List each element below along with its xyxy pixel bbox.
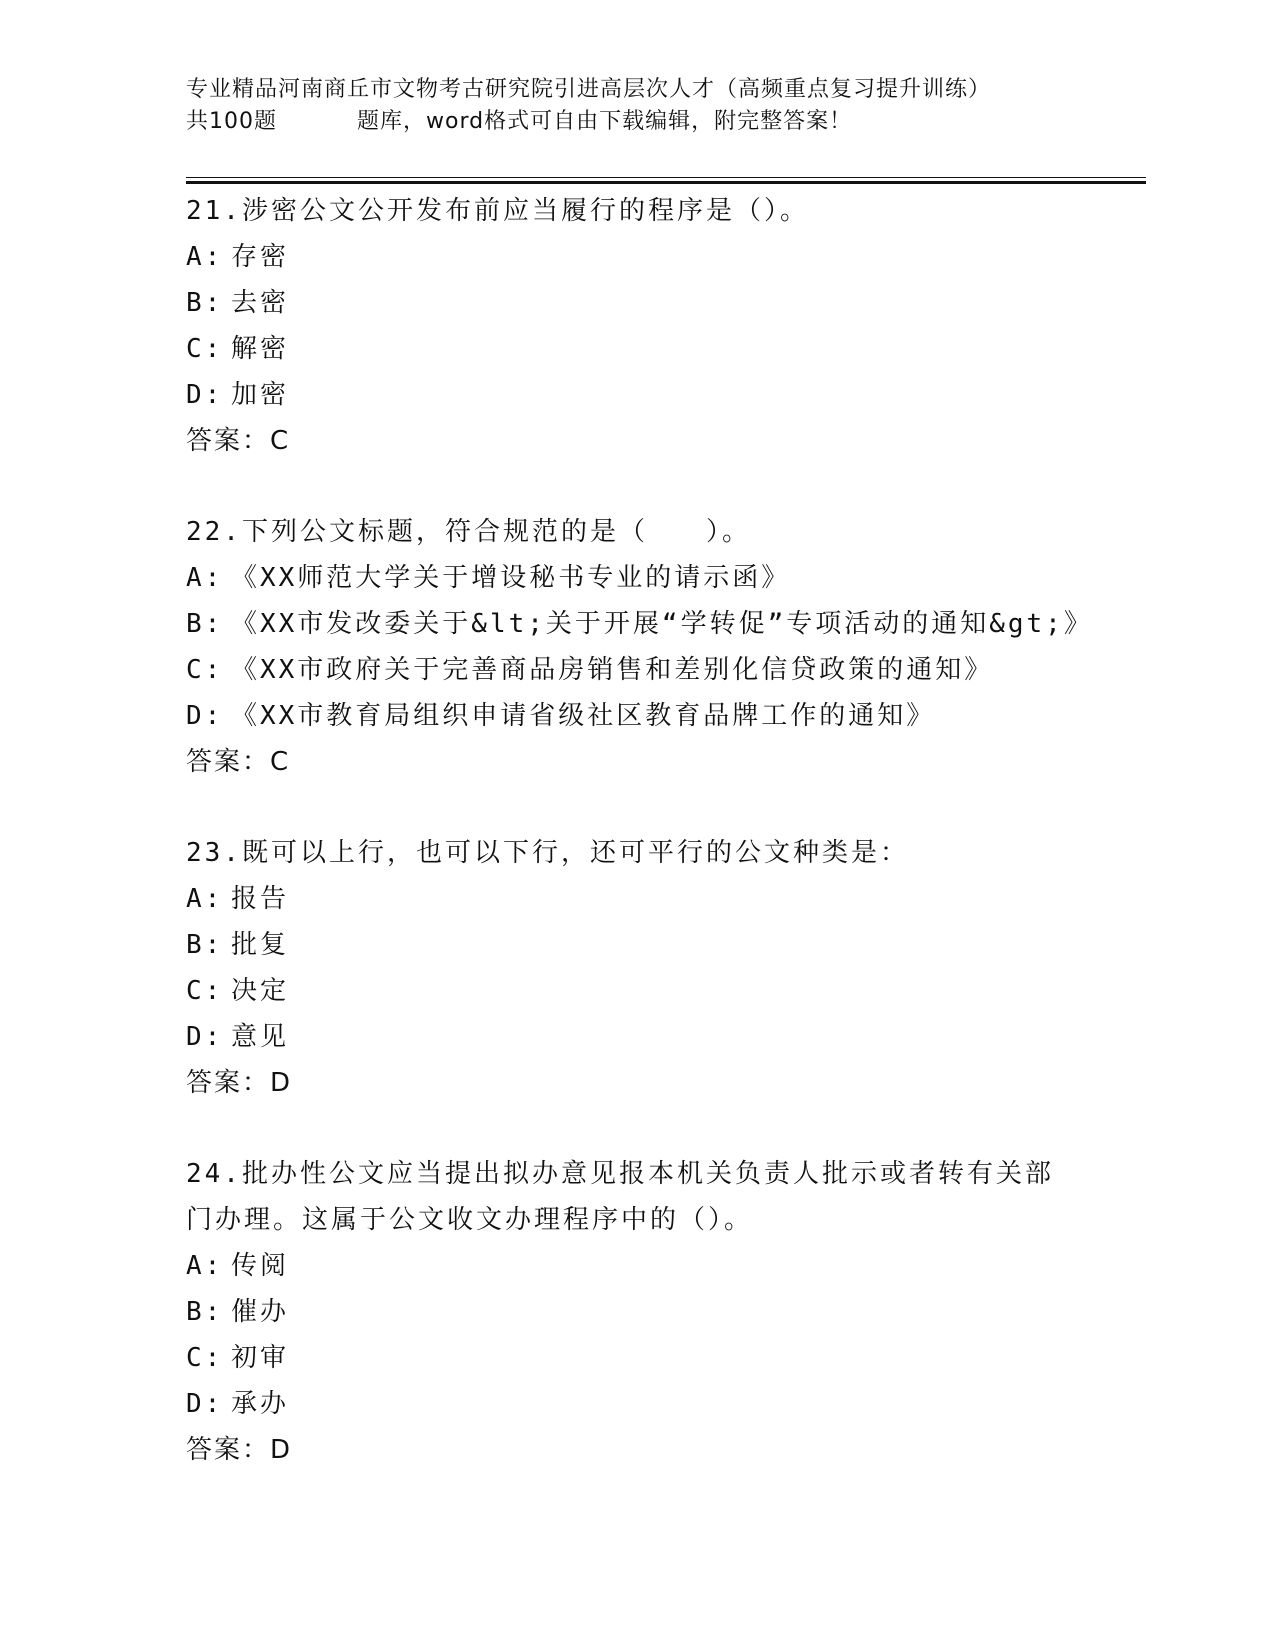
option-text: 加密: [231, 380, 290, 410]
option-b: [186, 922, 1126, 968]
option-b: [186, 601, 1126, 647]
option-key: A:: [186, 1251, 224, 1281]
option-key: B:: [186, 930, 224, 960]
option-text: 《XX师范大学关于增设秘书专业的请示函》: [231, 563, 791, 593]
option-text: 《XX市政府关于完善商品房销售和差别化信贷政策的通知》: [231, 655, 994, 685]
answer-label: 答案：C: [186, 747, 291, 777]
question-stem: 24.批办性公文应当提出拟办意见报本机关负责人批示或者转有关部门办理。这属于公文收文办理程序中的（）。: [186, 1159, 1054, 1235]
option-c: [186, 647, 1126, 693]
option-key: C:: [186, 976, 224, 1006]
answer-label: 答案：D: [186, 1068, 293, 1098]
option-b: [186, 1289, 1126, 1335]
answer-label: 答案：C: [186, 426, 291, 456]
option-key: B:: [186, 609, 224, 639]
document-header: [186, 74, 1146, 138]
header-divider-thick: [186, 181, 1146, 184]
option-text: 批复: [231, 930, 290, 960]
option-text: 《XX市发改委关于&lt;关于开展“学转促”专项活动的通知&gt;》: [231, 609, 1093, 639]
question-22: [186, 509, 1126, 785]
option-a: [186, 555, 1126, 601]
option-key: C:: [186, 1343, 224, 1373]
option-text: 存密: [231, 242, 290, 272]
option-c: [186, 326, 1126, 372]
question-stem: 23.既可以上行，也可以下行，还可平行的公文种类是：: [186, 838, 909, 868]
header-divider-thin: [186, 177, 1146, 178]
option-d: [186, 693, 1126, 739]
option-key: A:: [186, 242, 224, 272]
option-key: B:: [186, 1297, 224, 1327]
question-stem: 21.涉密公文公开发布前应当履行的程序是（）。: [186, 196, 809, 226]
option-b: [186, 280, 1126, 326]
option-text: 决定: [231, 976, 290, 1006]
option-text: 报告: [231, 884, 290, 914]
option-text: 去密: [231, 288, 290, 318]
option-text: 解密: [231, 334, 290, 364]
option-d: [186, 1014, 1126, 1060]
option-key: D:: [186, 380, 224, 410]
option-key: D:: [186, 1389, 224, 1419]
option-text: 初审: [231, 1343, 290, 1373]
question-stem: 22.下列公文标题，符合规范的是（ ）。: [186, 517, 751, 547]
header-title-line1: 专业精品河南商丘市文物考古研究院引进高层次人才（高频重点复习提升训练）: [186, 77, 992, 102]
option-c: [186, 1335, 1126, 1381]
option-key: A:: [186, 884, 224, 914]
option-text: 承办: [231, 1389, 290, 1419]
option-key: A:: [186, 563, 224, 593]
question-23: [186, 830, 1126, 1106]
option-d: [186, 1381, 1126, 1427]
question-24: [186, 1151, 1126, 1473]
option-key: D:: [186, 1022, 224, 1052]
option-key: B:: [186, 288, 224, 318]
question-21: [186, 188, 1126, 464]
option-key: C:: [186, 334, 224, 364]
option-text: 《XX市教育局组织申请省级社区教育品牌工作的通知》: [231, 701, 936, 731]
option-c: [186, 968, 1126, 1014]
option-key: C:: [186, 655, 224, 685]
option-a: [186, 876, 1126, 922]
option-d: [186, 372, 1126, 418]
option-key: D:: [186, 701, 224, 731]
answer-label: 答案：D: [186, 1435, 293, 1465]
option-text: 意见: [231, 1022, 290, 1052]
header-question-count: 共100题: [186, 109, 277, 134]
option-text: 传阅: [231, 1251, 290, 1281]
option-a: [186, 234, 1126, 280]
option-text: 催办: [231, 1297, 290, 1327]
option-a: [186, 1243, 1126, 1289]
header-description: 题库，word格式可自由下载编辑，附完整答案！: [357, 109, 853, 134]
question-list: [186, 188, 1126, 1518]
header-title-line2: [186, 106, 1146, 138]
